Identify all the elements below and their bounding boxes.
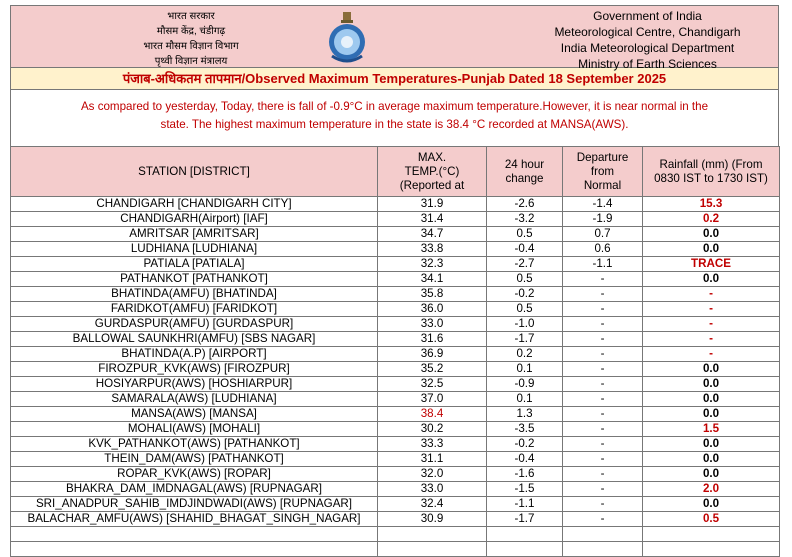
empty-cell (378, 527, 487, 542)
departure-cell: - (563, 332, 643, 347)
station-cell: ROPAR_KVK(AWS) [ROPAR] (11, 467, 378, 482)
rainfall-cell: 0.0 (643, 392, 780, 407)
max-temp-cell: 31.4 (378, 212, 487, 227)
col-max-temp (378, 147, 487, 197)
header-line: 24 hour (504, 157, 545, 171)
table-row (11, 407, 780, 422)
change-cell: 0.1 (487, 392, 563, 407)
rainfall-cell: 0.0 (643, 272, 780, 287)
report-header (10, 5, 779, 71)
departure-cell: - (563, 317, 643, 332)
station-cell: LUDHIANA [LUDHIANA] (11, 242, 378, 257)
header-line: from (590, 164, 615, 178)
summary-note (10, 90, 779, 146)
table-row (11, 257, 780, 272)
table-row (11, 437, 780, 452)
change-cell: -1.7 (487, 512, 563, 527)
change-cell: -3.2 (487, 212, 563, 227)
table-row (11, 497, 780, 512)
empty-cell (11, 527, 378, 542)
departure-cell: - (563, 347, 643, 362)
departure-cell: 0.6 (563, 242, 643, 257)
header-line: Normal (583, 178, 622, 192)
change-cell: -2.6 (487, 197, 563, 212)
report-sheet (10, 5, 779, 557)
empty-cell (563, 542, 643, 557)
station-cell: BHAKRA_DAM_IMDNAGAL(AWS) [RUPNAGAR] (11, 482, 378, 497)
hindi-org-block (111, 9, 271, 69)
change-cell: -0.4 (487, 242, 563, 257)
rainfall-cell: 0.2 (643, 212, 780, 227)
max-temp-cell: 34.7 (378, 227, 487, 242)
col-station: STATION [DISTRICT] (11, 147, 378, 197)
summary-line: As compared to yesterday, Today, there is fall of -0.9°C in average maximum temperature.However, it is near normal in the (80, 100, 709, 113)
table-row (11, 212, 780, 227)
station-cell: PATHANKOT [PATHANKOT] (11, 272, 378, 287)
max-temp-cell: 31.1 (378, 452, 487, 467)
imd-logo-icon (326, 10, 368, 66)
max-temp-cell: 32.4 (378, 497, 487, 512)
empty-row (11, 542, 780, 557)
max-temp-cell: 30.2 (378, 422, 487, 437)
max-temp-cell: 32.5 (378, 377, 487, 392)
english-line: Government of India (593, 9, 702, 23)
table-row (11, 347, 780, 362)
header-line: TEMP.(°C) (404, 164, 460, 178)
english-line: Meteorological Centre, Chandigarh (554, 25, 741, 39)
temperature-table (10, 146, 780, 557)
rainfall-cell: - (643, 347, 780, 362)
station-cell: AMRITSAR [AMRITSAR] (11, 227, 378, 242)
departure-cell: -1.1 (563, 257, 643, 272)
max-temp-cell: 38.4 (378, 407, 487, 422)
change-cell: 0.5 (487, 272, 563, 287)
empty-cell (563, 527, 643, 542)
change-cell: -0.2 (487, 437, 563, 452)
rainfall-cell: 1.5 (643, 422, 780, 437)
change-cell: 0.2 (487, 347, 563, 362)
change-cell: -0.2 (487, 287, 563, 302)
change-cell: -1.5 (487, 482, 563, 497)
rainfall-cell: 0.0 (643, 407, 780, 422)
hindi-line: मौसम केंद्र, चंडीगढ़ (156, 26, 226, 37)
rainfall-cell: - (643, 332, 780, 347)
station-cell: MOHALI(AWS) [MOHALI] (11, 422, 378, 437)
table-row (11, 242, 780, 257)
table-row (11, 392, 780, 407)
empty-row (11, 527, 780, 542)
change-cell: -0.9 (487, 377, 563, 392)
table-row (11, 272, 780, 287)
rainfall-cell: 0.0 (643, 377, 780, 392)
station-cell: SAMARALA(AWS) [LUDHIANA] (11, 392, 378, 407)
departure-cell: - (563, 482, 643, 497)
station-cell: FARIDKOT(AMFU) [FARIDKOT] (11, 302, 378, 317)
rainfall-cell: 0.5 (643, 512, 780, 527)
table-row (11, 467, 780, 482)
change-cell: -2.7 (487, 257, 563, 272)
departure-cell: - (563, 302, 643, 317)
empty-cell (487, 542, 563, 557)
departure-cell: - (563, 362, 643, 377)
departure-cell: 0.7 (563, 227, 643, 242)
max-temp-cell: 33.0 (378, 317, 487, 332)
change-cell: -1.6 (487, 467, 563, 482)
departure-cell: -1.4 (563, 197, 643, 212)
station-cell: BALLOWAL SAUNKHRI(AMFU) [SBS NAGAR] (11, 332, 378, 347)
change-cell: -1.1 (487, 497, 563, 512)
hindi-line: पृथ्वी विज्ञान मंत्रालय (154, 56, 228, 67)
rainfall-cell: 0.0 (643, 467, 780, 482)
header-line: Departure (576, 150, 629, 164)
max-temp-cell: 31.6 (378, 332, 487, 347)
max-temp-cell: 35.2 (378, 362, 487, 377)
change-cell: 1.3 (487, 407, 563, 422)
col-rainfall (643, 147, 780, 197)
table-row (11, 482, 780, 497)
max-temp-cell: 32.0 (378, 467, 487, 482)
max-temp-cell: 36.9 (378, 347, 487, 362)
table-row (11, 317, 780, 332)
table-row (11, 227, 780, 242)
station-cell: FIROZPUR_KVK(AWS) [FIROZPUR] (11, 362, 378, 377)
departure-cell: - (563, 437, 643, 452)
table-body (11, 197, 780, 557)
station-cell: GURDASPUR(AMFU) [GURDASPUR] (11, 317, 378, 332)
header-line: MAX. (417, 150, 447, 164)
table-row (11, 422, 780, 437)
hindi-line: भारत मौसम विज्ञान विभाग (143, 41, 239, 52)
rainfall-cell: 0.0 (643, 437, 780, 452)
rainfall-cell: 0.0 (643, 497, 780, 512)
rainfall-cell: - (643, 287, 780, 302)
station-cell: KVK_PATHANKOT(AWS) [PATHANKOT] (11, 437, 378, 452)
rainfall-cell: 2.0 (643, 482, 780, 497)
station-cell: HOSIYARPUR(AWS) [HOSHIARPUR] (11, 377, 378, 392)
hindi-line: भारत सरकार (167, 11, 215, 22)
table-row (11, 287, 780, 302)
departure-cell: - (563, 497, 643, 512)
rainfall-cell: 15.3 (643, 197, 780, 212)
departure-cell: - (563, 512, 643, 527)
table-header-row (11, 147, 780, 197)
change-cell: -1.0 (487, 317, 563, 332)
table-row (11, 512, 780, 527)
departure-cell: - (563, 272, 643, 287)
rainfall-cell: 0.0 (643, 452, 780, 467)
departure-cell: - (563, 392, 643, 407)
report-title: पंजाब-अधिकतम तापमान/Observed Maximum Temperatures-Punjab Dated 18 September 2025 (10, 68, 779, 90)
max-temp-cell: 36.0 (378, 302, 487, 317)
english-line: Ministry of Earth Sciences (578, 57, 717, 71)
station-cell: MANSA(AWS) [MANSA] (11, 407, 378, 422)
empty-cell (487, 527, 563, 542)
max-temp-cell: 33.8 (378, 242, 487, 257)
rainfall-cell: 0.0 (643, 227, 780, 242)
departure-cell: - (563, 467, 643, 482)
max-temp-cell: 34.1 (378, 272, 487, 287)
english-org-block (525, 8, 770, 72)
table-row (11, 362, 780, 377)
rainfall-cell: 0.0 (643, 242, 780, 257)
departure-cell: - (563, 422, 643, 437)
summary-line: state. The highest maximum temperature in the state is 38.4 °C recorded at MANSA(AWS). (160, 118, 629, 131)
departure-cell: - (563, 452, 643, 467)
change-cell: 0.5 (487, 302, 563, 317)
max-temp-cell: 35.8 (378, 287, 487, 302)
change-cell: 0.5 (487, 227, 563, 242)
station-cell: BHATINDA(A.P) [AIRPORT] (11, 347, 378, 362)
header-line: 0830 IST to 1730 IST) (654, 171, 768, 185)
max-temp-cell: 33.3 (378, 437, 487, 452)
departure-cell: - (563, 407, 643, 422)
station-cell: SRI_ANADPUR_SAHIB_IMDJINDWADI(AWS) [RUPNAGAR] (11, 497, 378, 512)
header-line: (Reported at (399, 178, 465, 192)
max-temp-cell: 37.0 (378, 392, 487, 407)
rainfall-cell: TRACE (643, 257, 780, 272)
station-cell: BALACHAR_AMFU(AWS) [SHAHID_BHAGAT_SINGH_NAGAR] (11, 512, 378, 527)
english-line: India Meteorological Department (560, 41, 735, 55)
rainfall-cell: - (643, 317, 780, 332)
empty-cell (643, 527, 780, 542)
table-row (11, 452, 780, 467)
empty-cell (378, 542, 487, 557)
station-cell: PATIALA [PATIALA] (11, 257, 378, 272)
station-cell: BHATINDA(AMFU) [BHATINDA] (11, 287, 378, 302)
rainfall-cell: 0.0 (643, 362, 780, 377)
table-row (11, 197, 780, 212)
change-cell: -3.5 (487, 422, 563, 437)
station-cell: CHANDIGARH(Airport) [IAF] (11, 212, 378, 227)
col-departure (563, 147, 643, 197)
table-row (11, 332, 780, 347)
empty-cell (11, 542, 378, 557)
header-line: Rainfall (mm) (From (659, 157, 763, 171)
empty-cell (643, 542, 780, 557)
departure-cell: - (563, 287, 643, 302)
rainfall-cell: - (643, 302, 780, 317)
change-cell: -0.4 (487, 452, 563, 467)
max-temp-cell: 31.9 (378, 197, 487, 212)
col-24h-change (487, 147, 563, 197)
table-row (11, 302, 780, 317)
departure-cell: - (563, 377, 643, 392)
table-row (11, 377, 780, 392)
station-cell: THEIN_DAM(AWS) [PATHANKOT] (11, 452, 378, 467)
departure-cell: -1.9 (563, 212, 643, 227)
max-temp-cell: 30.9 (378, 512, 487, 527)
max-temp-cell: 32.3 (378, 257, 487, 272)
station-cell: CHANDIGARH [CHANDIGARH CITY] (11, 197, 378, 212)
change-cell: 0.1 (487, 362, 563, 377)
change-cell: -1.7 (487, 332, 563, 347)
header-line: change (505, 171, 544, 185)
max-temp-cell: 33.0 (378, 482, 487, 497)
